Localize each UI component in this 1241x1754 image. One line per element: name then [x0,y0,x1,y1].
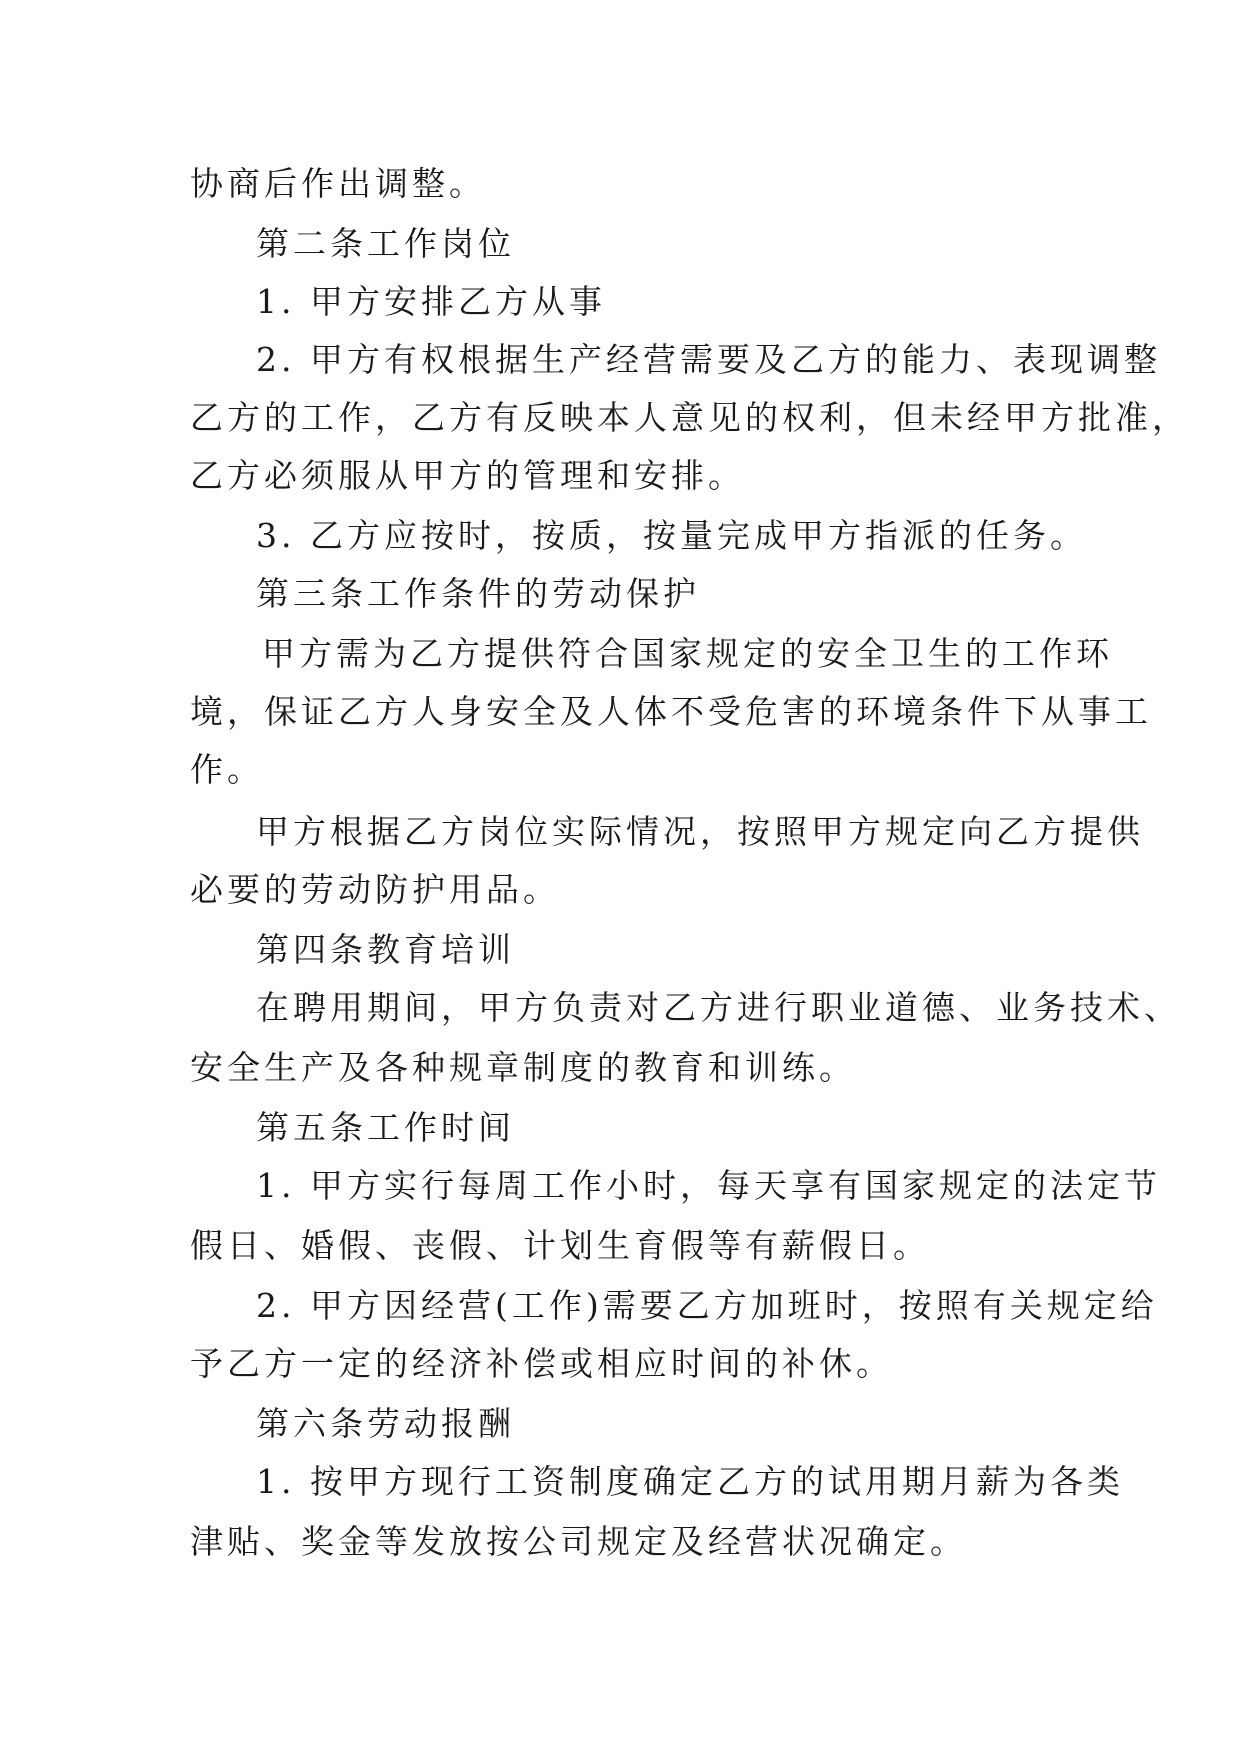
paragraph-line: 3. 乙方应按时，按质，按量完成甲方指派的任务。 [256,516,1087,555]
paragraph-line: 1. 甲方实行每周工作小时，每天享有国家规定的法定节 [256,1166,1161,1205]
paragraph-line: 津贴、奖金等发放按公司规定及经营状况确定。 [190,1522,967,1561]
paragraph-line: 作。 [190,750,264,789]
paragraph-line: 假日、婚假、丧假、计划生育假等有薪假日。 [190,1226,930,1265]
paragraph-line: 必要的劳动防护用品。 [190,870,560,909]
section-heading: 第四条教育培训 [256,930,515,969]
paragraph-line: 2. 甲方因经营(工作)需要乙方加班时，按照有关规定给 [256,1286,1158,1325]
section-heading: 第六条劳动报酬 [256,1404,515,1443]
paragraph-line: 予乙方一定的经济补偿或相应时间的补休。 [190,1344,893,1383]
paragraph-line: 在聘用期间，甲方负责对乙方进行职业道德、业务技术、 [256,988,1181,1027]
paragraph-line: 甲方根据乙方岗位实际情况，按照甲方规定向乙方提供 [256,812,1144,851]
paragraph-line: 乙方的工作，乙方有反映本人意见的权利，但未经甲方批准， [190,398,1189,437]
paragraph-line: 2. 甲方有权根据生产经营需要及乙方的能力、表现调整 [256,340,1161,379]
paragraph-line: 境，保证乙方人身安全及人体不受危害的环境条件下从事工 [190,692,1152,731]
paragraph-line: 1. 按甲方现行工资制度确定乙方的试用期月薪为各类 [256,1462,1124,1501]
paragraph-line: 1. 甲方安排乙方从事 [256,282,606,321]
paragraph-line: 协商后作出调整。 [190,164,486,203]
paragraph-line: 安全生产及各种规章制度的教育和训练。 [190,1048,856,1087]
section-heading: 第三条工作条件的劳动保护 [256,574,700,613]
section-heading: 第二条工作岗位 [256,224,515,263]
paragraph-line: 乙方必须服从甲方的管理和安排。 [190,456,745,495]
section-heading: 第五条工作时间 [256,1108,515,1147]
paragraph-line: 甲方需为乙方提供符合国家规定的安全卫生的工作环 [262,634,1113,673]
